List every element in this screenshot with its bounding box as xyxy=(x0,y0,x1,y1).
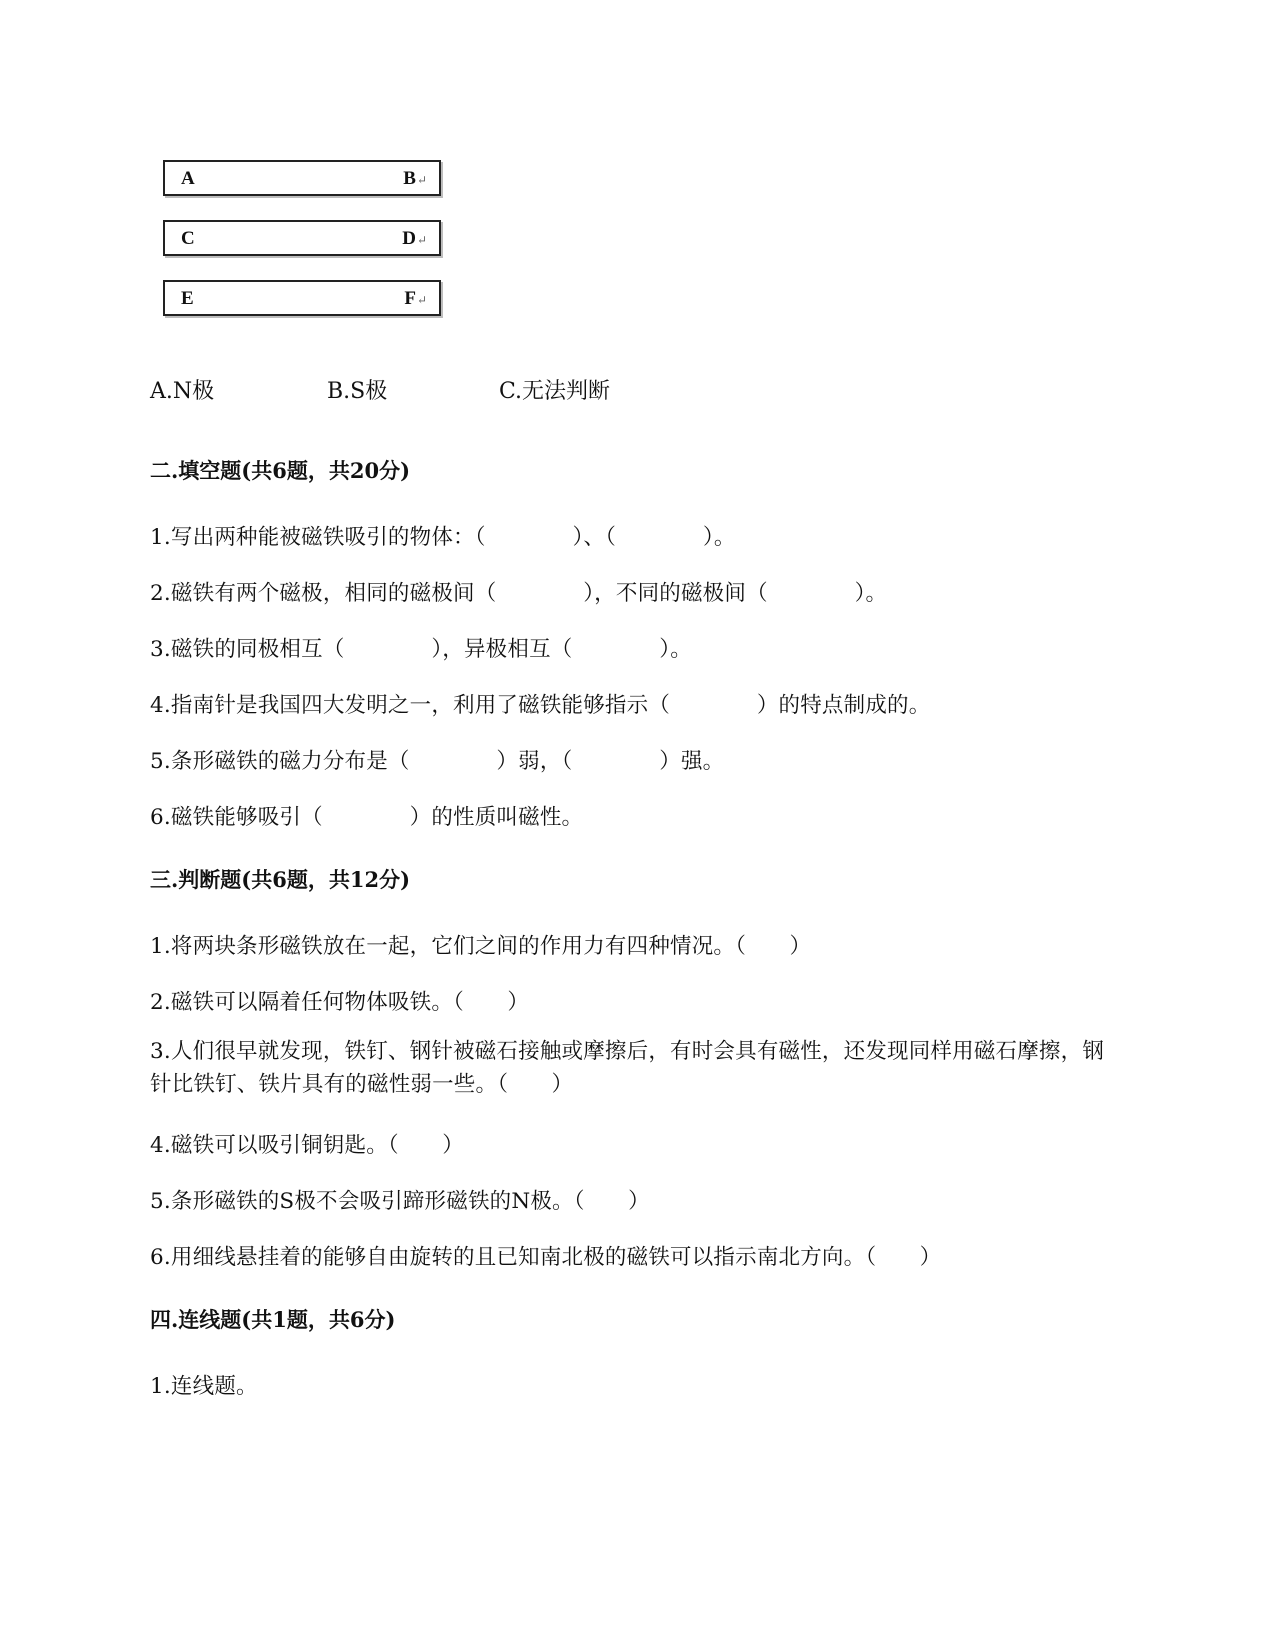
fill-question-1: 1.写出两种能被磁铁吸引的物体：（ ）、（ ）。 xyxy=(150,525,736,550)
judge-question-2: 2.磁铁可以隔着任何物体吸铁。（ ） xyxy=(150,990,530,1015)
magnet-end-label: A xyxy=(181,168,195,189)
fill-question-5: 5.条形磁铁的磁力分布是（ ）弱，（ ）强。 xyxy=(150,749,725,774)
magnet-end-label: F↵ xyxy=(404,288,427,309)
return-mark-icon: ↵ xyxy=(416,173,427,187)
bar-magnet-ef xyxy=(163,280,441,316)
section-title-fill: 二.填空题(共6题，共20分) xyxy=(150,458,411,483)
fill-question-4: 4.指南针是我国四大发明之一，利用了磁铁能够指示（ ）的特点制成的。 xyxy=(150,693,931,718)
magnet-end-label: D↵ xyxy=(402,228,427,249)
judge-question-4: 4.磁铁可以吸引铜钥匙。（ ） xyxy=(150,1133,464,1158)
option-c: C.无法判断 xyxy=(499,379,611,404)
match-question-1: 1.连线题。 xyxy=(150,1374,258,1399)
fill-question-2: 2.磁铁有两个磁极，相同的磁极间（ ），不同的磁极间（ ）。 xyxy=(150,581,888,606)
return-mark-icon: ↵ xyxy=(416,233,427,247)
option-a: A.N极 xyxy=(150,379,215,404)
option-b: B.S极 xyxy=(327,379,388,404)
section-title-match: 四.连线题(共1题，共6分) xyxy=(150,1307,396,1332)
bar-magnet-ab xyxy=(163,160,441,196)
section-title-judge: 三.判断题(共6题，共12分) xyxy=(150,867,411,892)
magnet-end-label: E xyxy=(181,288,194,309)
return-mark-icon: ↵ xyxy=(416,293,427,307)
fill-question-6: 6.磁铁能够吸引（ ）的性质叫磁性。 xyxy=(150,805,584,830)
magnet-figure xyxy=(163,160,445,340)
judge-question-5: 5.条形磁铁的S极不会吸引蹄形磁铁的N极。（ ） xyxy=(150,1189,650,1214)
fill-question-3: 3.磁铁的同极相互（ ），异极相互（ ）。 xyxy=(150,637,692,662)
judge-question-3: 3.人们很早就发现，铁钉、钢针被磁石接触或摩擦后，有时会具有磁性，还发现同样用磁石摩擦，钢针比铁钉、铁片具有的磁性弱一些。（ ） xyxy=(150,1039,1105,1097)
bar-magnet-cd xyxy=(163,220,441,256)
magnet-end-label: C xyxy=(181,228,195,249)
judge-question-1: 1.将两块条形磁铁放在一起，它们之间的作用力有四种情况。（ ） xyxy=(150,934,812,959)
judge-question-6: 6.用细线悬挂着的能够自由旋转的且已知南北极的磁铁可以指示南北方向。（ ） xyxy=(150,1245,942,1270)
magnet-end-label: B↵ xyxy=(403,168,427,189)
